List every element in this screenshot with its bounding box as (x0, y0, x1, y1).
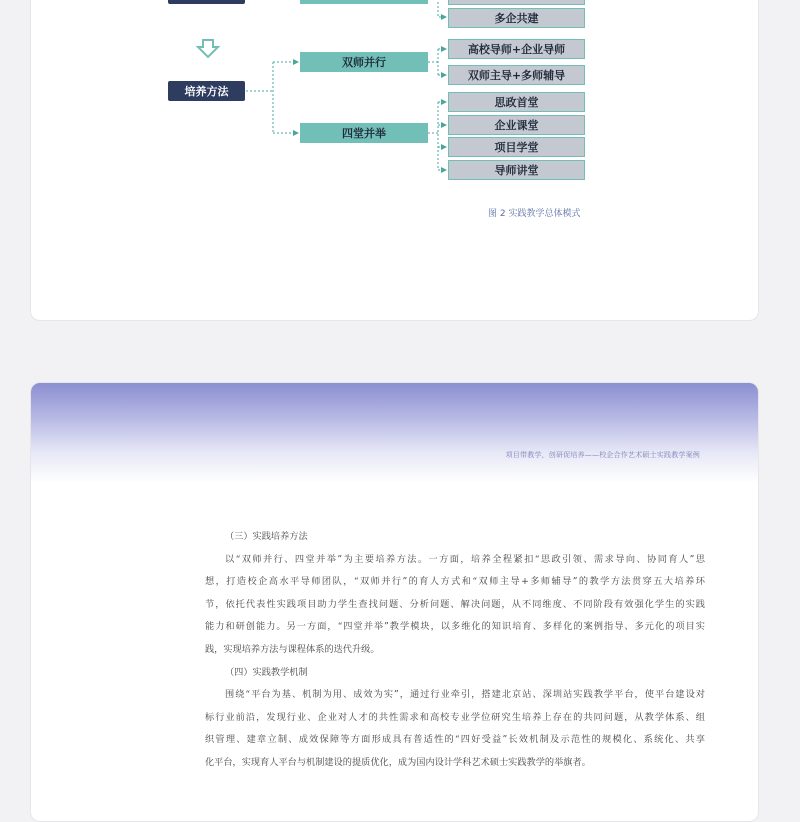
running-header: 项目带教学，创研促培养——校企合作艺术硕士实践教学案例 (505, 451, 700, 459)
section-heading-3: （三）实践培养方法 (225, 531, 308, 542)
teal-box-four-halls: 四堂并举 (300, 123, 428, 143)
hollow-down-arrow-icon (198, 40, 218, 57)
paragraph-line: 围绕“平台为基、机制为用、成效为实”，通过行业牵引，搭建北京站、深圳站实践教学平台，使平台建设对 (225, 689, 705, 701)
teal-box-dual-mentor: 双师并行 (300, 52, 428, 72)
paragraph-line: 能力和研创能力。另一方面，“四堂并举”教学模块，以多维化的知识培育、多样化的案例指导、多元化的项目实 (205, 621, 705, 633)
paragraph-line: 标行业前沿，发现行业、企业对人才的共性需求和高校专业学位研究生培养上存在的共同问题，从教学体系、组 (205, 711, 705, 723)
gray-box-ideology-first-class: 思政首堂 (448, 92, 585, 112)
gray-box-university-enterprise-mentor: 高校导师+企业导师 (448, 39, 585, 59)
gray-box-mentor-lecture: 导师讲堂 (448, 160, 585, 180)
paragraph-line: 节，依托代表性实践项目助力学生查找问题、分析问题、解决问题，从不同维度、不同阶段有效强化学生的实践 (205, 598, 705, 610)
gray-box-enterprise-class: 企业课堂 (448, 115, 585, 135)
paragraph-line: 以“双师并行、四堂并举”为主要培养方法。一方面，培养全程紧扣“思政引领、需求导向、协同育人”思 (225, 553, 705, 565)
gray-box-project-class: 项目学堂 (448, 137, 585, 157)
paragraph-line: 践，实现培养方法与课程体系的迭代升级。 (205, 643, 380, 655)
method-box: 培养方法 (168, 81, 245, 101)
figure-caption: 图 2 实践教学总体模式 (488, 209, 581, 219)
body-text (205, 530, 705, 779)
page-header-gradient (31, 383, 758, 483)
paragraph-line: 想，打造校企高水平导师团队，“双师并行”的育人方式和“双师主导+多师辅导”的教学方法贯穿五大培养环 (205, 576, 705, 588)
gray-box-dual-lead-multi-assist: 双师主导+多师辅导 (448, 65, 585, 85)
paragraph-line: 化平台，实现育人平台与机制建设的提质优化，成为国内设计学科艺术硕士实践教学的举旗者。 (205, 756, 591, 768)
gray-box-multi-enterprise: 多企共建 (448, 8, 585, 28)
paragraph-line: 织管理、建章立制、成效保障等方面形成具有普适性的“四好受益”长效机制及示范性的规模化、系统化、共享 (205, 734, 705, 746)
section-heading-4: （四）实践教学机制 (225, 666, 308, 678)
